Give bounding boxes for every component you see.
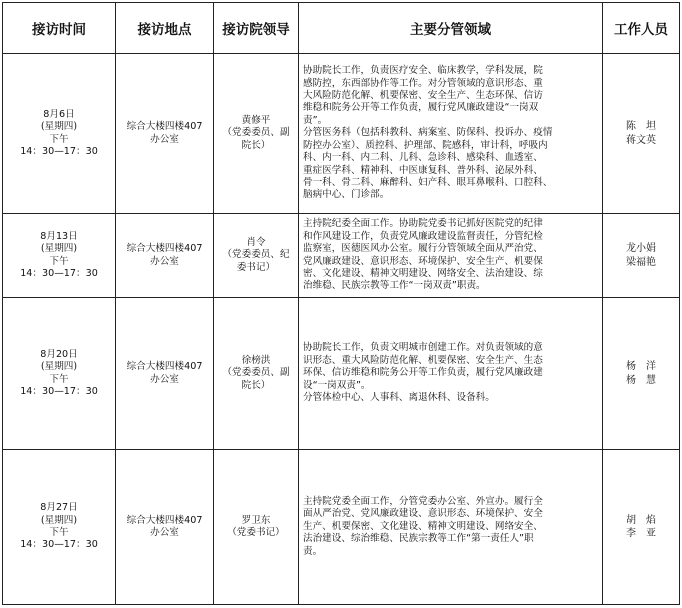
leader-role: 院长） (241, 139, 271, 151)
staff-name: 梁福艳 (626, 256, 656, 268)
scope-line: 密、文化建设、精神文明建设、网络安全、法治建设、综 (303, 267, 543, 279)
scope-line: 法治建设、综治维稳、民族宗教等工作“第一责任人”职 (303, 533, 534, 545)
leader-name: 黄修平 (241, 114, 271, 126)
scope-line: 环保、信访维稳和院务公开等工作负责，履行党风廉政建 (303, 367, 543, 379)
location-cell (116, 54, 214, 214)
header-scope: 主要分管领域 (299, 3, 603, 54)
reception-schedule-table (2, 2, 680, 605)
staff-name: 杨 慧 (626, 374, 656, 386)
staff-name: 蒋文英 (626, 134, 656, 146)
staff-cell (603, 214, 680, 298)
table-row (3, 450, 680, 605)
period-text: 下午 (49, 527, 69, 538)
hours-text: 14：30—17：30 (20, 539, 98, 551)
staff-name: 杨 洋 (626, 361, 656, 372)
location-cell (116, 450, 214, 605)
scope-line: 设“一岗双责”。 (303, 379, 371, 391)
leader-name: 徐榜洪 (241, 354, 271, 366)
time-cell (3, 54, 116, 214)
header-row (3, 3, 680, 54)
time-cell (3, 450, 116, 605)
scope-cell (299, 54, 603, 214)
staff-name: 胡 焰 (626, 514, 656, 526)
location-cell (116, 214, 214, 298)
scope-line: 维稳和院务公开等工作负责，履行党风廉政建设“一岗双 (303, 102, 539, 114)
leader-cell (214, 54, 299, 214)
weekday-text: (星期四) (40, 243, 78, 255)
location-line: 综合大楼四楼407 (126, 121, 203, 133)
scope-line: 分管体检中心、人事科、离退休科、设备科。 (303, 392, 495, 404)
location-line: 办公室 (150, 133, 179, 145)
staff-name: 陈 坦 (626, 121, 656, 132)
staff-cell (603, 298, 680, 450)
leader-name: 肖令 (246, 236, 266, 248)
leader-cell (214, 450, 299, 605)
date-text: 8月6日 (43, 108, 75, 120)
table-row (3, 214, 680, 298)
scope-cell (299, 450, 603, 605)
header-staff: 工作人员 (603, 3, 680, 54)
leader-role: 委书记） (236, 261, 276, 273)
location-cell (116, 298, 214, 450)
scope-line: 监察室，医德医风办公室。履行分管领域全面从严治党、 (303, 243, 543, 255)
leader-role: （党委委员、副 (222, 127, 290, 139)
scope-line: 协助院长工作，负责医疗安全、临床教学，学科发展，院 (303, 65, 543, 77)
leader-role: 院长） (241, 379, 271, 391)
table-row (3, 54, 680, 214)
scope-line: 协助院长工作，负责文明城市创建工作。对负责领域的意 (303, 342, 543, 354)
scope-line: 科、内一科、内二科、儿科、急诊科、感染科、血透室、 (303, 152, 543, 164)
staff-cell (603, 450, 680, 605)
scope-line: 治维稳、民族宗教等工作“一岗双责”职责。 (303, 280, 486, 292)
scope-line: 面从严治党、党风廉政建设、意识形态、环境保护、安全 (303, 508, 543, 520)
time-cell (3, 214, 116, 298)
leader-cell (214, 214, 299, 298)
period-text: 下午 (49, 133, 69, 145)
weekday-text: (星期四) (40, 514, 78, 526)
scope-line: 骨一科、骨二科、麻醉科、妇产科、眼耳鼻喉科、口腔科、 (303, 176, 553, 188)
scope-line: 感防控，东西部协作等工作。对分管领域的意识形态、重 (303, 77, 543, 89)
table-row (3, 298, 680, 450)
scope-line: 和作风建设工作，负责党风廉政建设监督责任，分管纪检 (303, 230, 543, 242)
scope-line: 责。 (303, 545, 323, 557)
location-line: 办公室 (150, 255, 179, 267)
scope-line: 责”。 (303, 114, 328, 126)
scope-line: 重症医学科、精神科、中医康复科、普外科、泌尿外科、 (303, 164, 543, 176)
header-time: 接访时间 (3, 3, 116, 54)
date-text: 8月27日 (40, 502, 78, 514)
hours-text: 14：30—17：30 (20, 385, 98, 397)
scope-line: 脑病中心、门诊部。 (303, 189, 390, 201)
scope-line: 生产、机要保密、文化建设、精神文明建设、网络安全、 (303, 520, 543, 532)
leader-role: （党委书记） (227, 527, 285, 538)
location-line: 综合大楼四楼407 (126, 243, 203, 255)
period-text: 下午 (49, 255, 69, 267)
date-text: 8月13日 (40, 230, 78, 242)
scope-cell (299, 298, 603, 450)
hours-text: 14：30—17：30 (20, 267, 98, 279)
location-line: 综合大楼四楼407 (126, 514, 203, 526)
scope-line: 识形态、重大风险防范化解、机要保密、安全生产、生态 (303, 354, 543, 366)
scope-line: 防控办公室）、质控科、护理部、院感科，审计科，呼吸内 (303, 139, 548, 151)
scope-cell (299, 214, 603, 298)
leader-role: （党委委员、副 (222, 367, 290, 379)
leader-cell (214, 298, 299, 450)
time-cell (3, 298, 116, 450)
location-line: 办公室 (150, 527, 179, 538)
weekday-text: (星期四) (40, 361, 78, 373)
location-line: 办公室 (150, 373, 179, 385)
weekday-text: (星期四) (40, 121, 78, 133)
scope-line: 大风险防范化解、机要保密、安全生产、生态环保、信访 (303, 90, 543, 102)
staff-name: 龙小娟 (626, 243, 656, 254)
header-location: 接访地点 (116, 3, 214, 54)
staff-name: 李 亚 (626, 528, 656, 539)
scope-line: 主持院纪委全面工作。协助院党委书记抓好医院党的纪律 (303, 218, 543, 230)
scope-line: 分管医务科（包括科教科、病案室、防保科、投诉办、疫情 (303, 127, 553, 139)
leader-name: 罗卫东 (241, 514, 271, 526)
hours-text: 14：30—17：30 (20, 145, 98, 157)
header-leader: 接访院领导 (214, 3, 299, 54)
location-line: 综合大楼四楼407 (126, 361, 203, 373)
leader-role: （党委委员、纪 (222, 249, 290, 261)
date-text: 8月20日 (40, 348, 78, 360)
scope-line: 主持院党委全面工作，分管党委办公室、外宣办。履行全 (303, 495, 543, 507)
period-text: 下午 (49, 373, 69, 385)
staff-cell (603, 54, 680, 214)
scope-line: 党风廉政建设、意识形态、环境保护、安全生产、机要保 (303, 255, 543, 267)
